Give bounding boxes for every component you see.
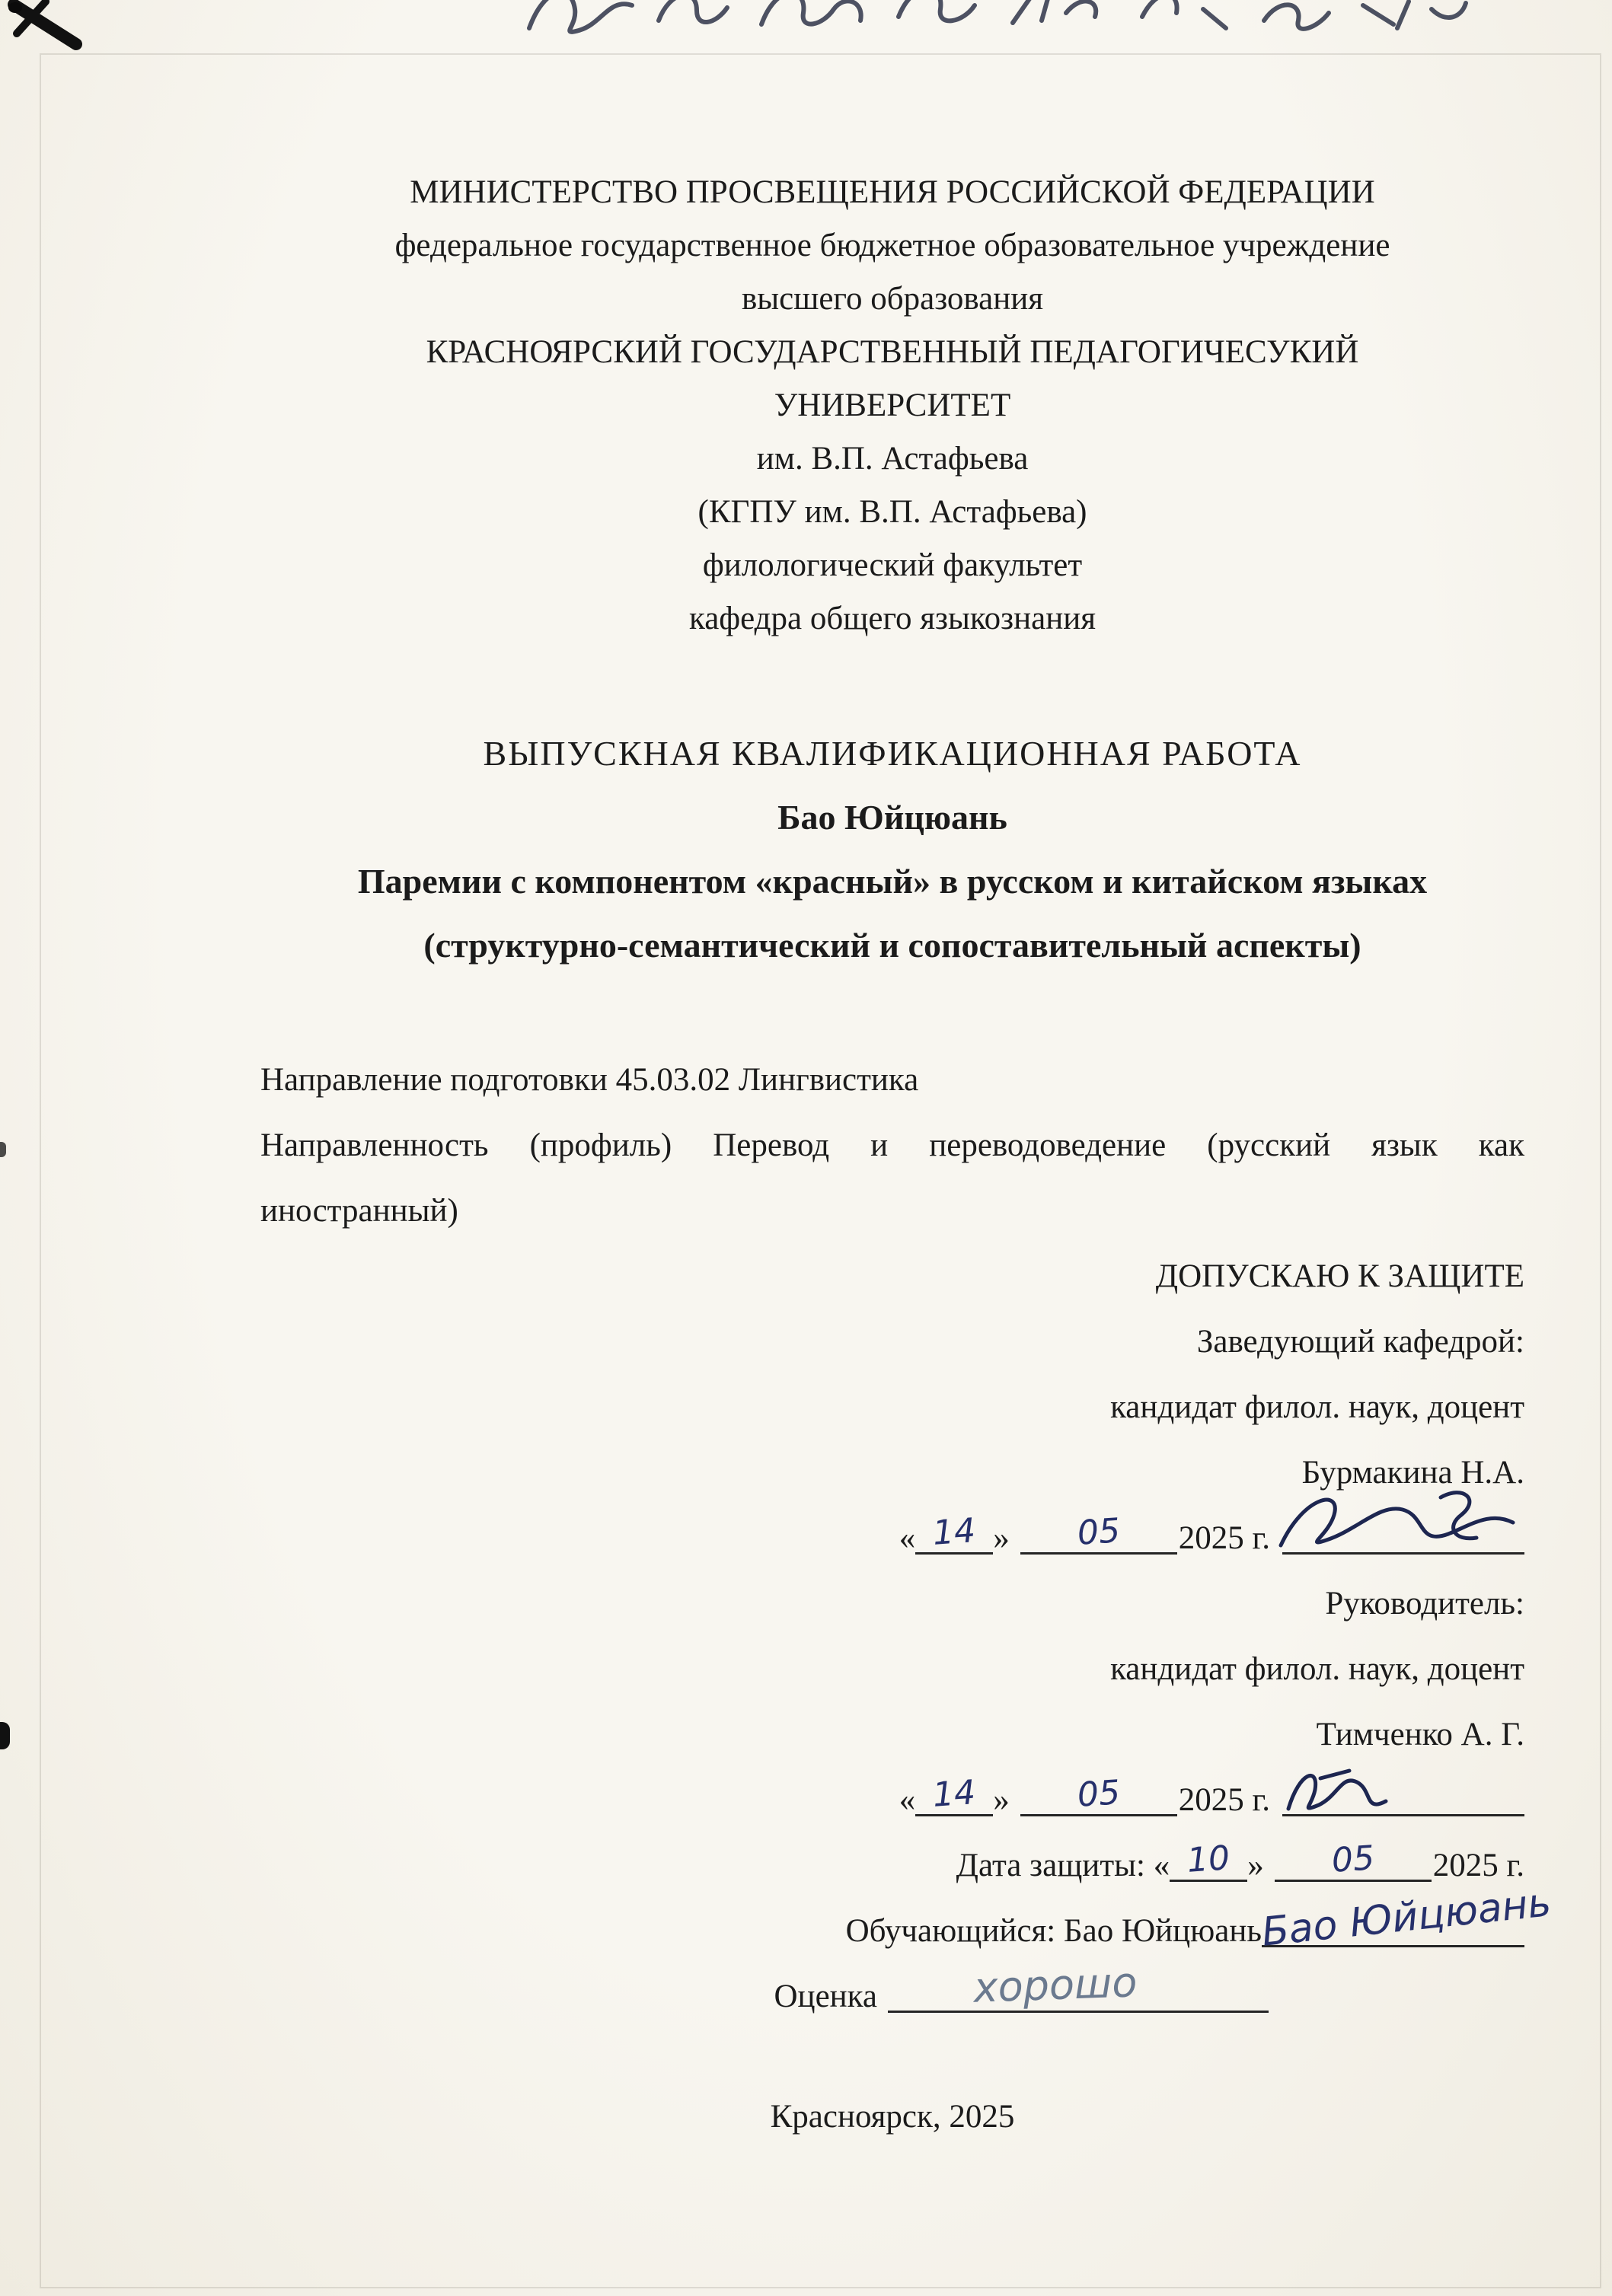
university-named-after: им. В.П. Астафьева bbox=[756, 441, 1029, 477]
thesis-subtitle: (структурно-семантический и сопоставительный аспекты) bbox=[423, 926, 1361, 965]
faculty-line: филологический факультет bbox=[702, 547, 1083, 583]
handwritten-day: 14 bbox=[931, 1773, 977, 1815]
handwritten-day: 14 bbox=[931, 1511, 977, 1553]
grade-line bbox=[260, 1958, 1524, 2030]
supervisor-degree: кандидат филол. наук, доцент bbox=[1110, 1651, 1524, 1687]
signature-blank bbox=[1282, 1543, 1524, 1555]
university-header bbox=[260, 166, 1524, 646]
institution-type-line2: высшего образования bbox=[741, 281, 1044, 317]
quote-open: « bbox=[899, 1520, 916, 1556]
month-blank bbox=[1275, 1838, 1432, 1882]
supervisor-role: Руководитель: bbox=[1325, 1586, 1524, 1622]
institution-type-line1: федеральное государственное бюджетное образовательное учреждение bbox=[394, 228, 1390, 263]
approval-heading: ДОПУСКАЮ К ЗАЩИТЕ bbox=[1155, 1258, 1524, 1294]
work-type-heading: ВЫПУСКНАЯ КВАЛИФИКАЦИОННАЯ РАБОТА bbox=[483, 734, 1302, 773]
date-year: 2025 г. bbox=[1178, 1520, 1270, 1556]
quote-close: » bbox=[1247, 1848, 1264, 1883]
department-line: кафедра общего языкознания bbox=[688, 601, 1096, 636]
defense-date-line bbox=[260, 1833, 1524, 1899]
defense-label: Дата защиты: bbox=[956, 1848, 1145, 1883]
thesis-title: Паремии с компонентом «красный» в русском и китайском языках bbox=[357, 862, 1428, 901]
supervisor-date-line bbox=[260, 1768, 1524, 1833]
head-degree: кандидат филол. наук, доцент bbox=[1110, 1389, 1524, 1425]
student-signature: Бао Юйцюань bbox=[1259, 1880, 1553, 1956]
head-signature-icon bbox=[1273, 1481, 1524, 1564]
university-name-line1: КРАСНОЯРСКИЙ ГОСУДАРСТВЕННЫЙ ПЕДАГОГИЧЕСУКИЙ bbox=[426, 334, 1359, 370]
quote-close: » bbox=[993, 1520, 1010, 1556]
quote-open: « bbox=[899, 1782, 916, 1818]
date-year: 2025 г. bbox=[1432, 1848, 1524, 1883]
supervisor-name: Тимченко А. Г. bbox=[1316, 1717, 1524, 1752]
scan-corner-mark bbox=[0, 0, 99, 64]
student-signature-blank bbox=[1259, 1880, 1553, 1956]
city-year: Красноярск, 2025 bbox=[770, 2099, 1015, 2135]
handwritten-month: 05 bbox=[1330, 1838, 1376, 1880]
month-blank bbox=[1020, 1773, 1177, 1816]
head-role: Заведующий кафедрой: bbox=[1196, 1324, 1524, 1360]
author-name: Бао Юйцюань bbox=[777, 798, 1007, 837]
day-blank bbox=[915, 1773, 993, 1816]
pen-scribble-top bbox=[518, 0, 1500, 56]
supervisor-signature-icon bbox=[1273, 1754, 1403, 1826]
date-year: 2025 г. bbox=[1178, 1782, 1270, 1818]
month-blank bbox=[1020, 1511, 1177, 1555]
grade-label: Оценка bbox=[774, 1979, 877, 2014]
head-date-line bbox=[260, 1506, 1524, 1571]
scan-edge-mark bbox=[0, 1722, 10, 1749]
program-profile-line1: Направленность (профиль) Перевод и переводоведение (русский язык как bbox=[260, 1127, 1524, 1163]
handwritten-month: 05 bbox=[1075, 1773, 1122, 1815]
grade-handwritten: хорошо bbox=[972, 1958, 1138, 2012]
page-content bbox=[260, 166, 1553, 2150]
signature-blank bbox=[1282, 1805, 1524, 1816]
scan-edge-mark bbox=[0, 1142, 6, 1157]
thesis-title-block bbox=[260, 722, 1524, 977]
student-label: Обучающийся: Бао Юйцюань bbox=[845, 1913, 1262, 1949]
ministry-line: МИНИСТЕРСТВО ПРОСВЕЩЕНИЯ РОССИЙСКОЙ ФЕДЕРАЦИИ bbox=[410, 174, 1375, 210]
quote-close: » bbox=[993, 1782, 1010, 1818]
program-profile-line2: иностранный) bbox=[260, 1193, 458, 1229]
student-line bbox=[260, 1880, 1553, 1964]
day-blank bbox=[1170, 1838, 1247, 1882]
handwritten-day: 10 bbox=[1186, 1838, 1231, 1880]
quote-open: « bbox=[1153, 1848, 1170, 1883]
university-name-line2: УНИВЕРСИТЕТ bbox=[774, 387, 1011, 423]
handwritten-month: 05 bbox=[1075, 1511, 1122, 1553]
details-block bbox=[260, 1048, 1553, 2150]
university-abbreviation: (КГПУ им. В.П. Астафьева) bbox=[697, 494, 1087, 530]
day-blank bbox=[915, 1511, 993, 1555]
head-name: Бурмакина Н.А. bbox=[1301, 1455, 1524, 1491]
grade-blank bbox=[888, 1958, 1269, 2013]
program-direction: Направление подготовки 45.03.02 Лингвистика bbox=[260, 1062, 919, 1098]
